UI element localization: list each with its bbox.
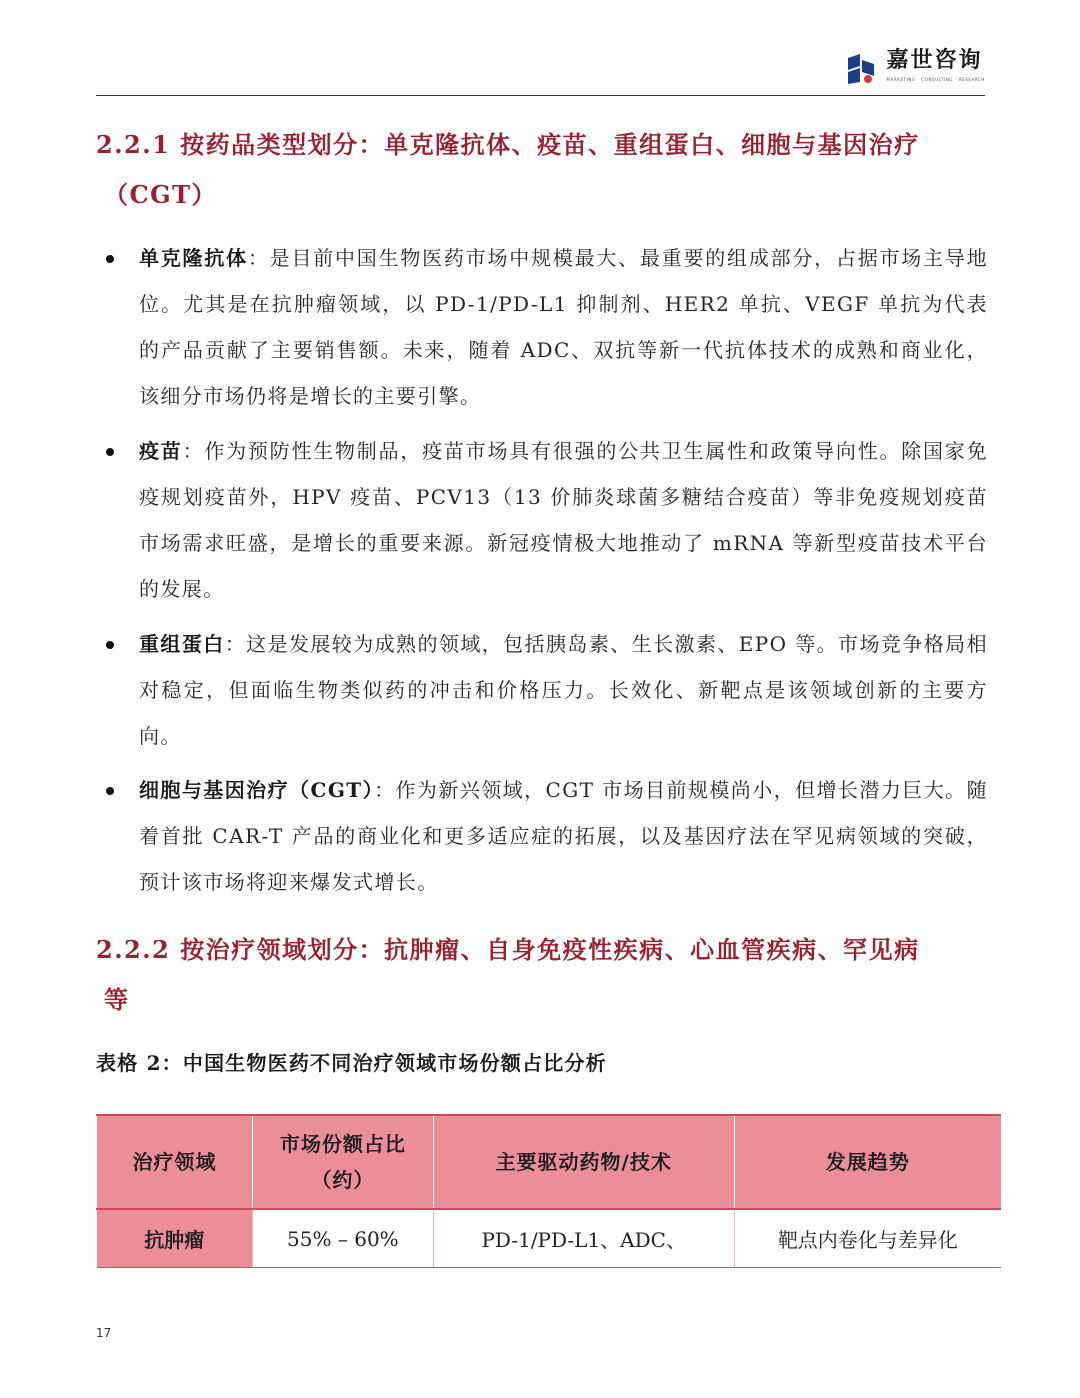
column-header-trend: 发展趋势 <box>734 1115 1001 1209</box>
logo-name: 嘉世咨询 <box>886 48 983 73</box>
table-caption: 表格 2：中国生物医药不同治疗领域市场份额占比分析 <box>96 1051 607 1075</box>
column-header-area: 治疗领域 <box>97 1115 253 1209</box>
column-header-share <box>252 1115 433 1209</box>
bullet-dot-icon <box>106 641 114 649</box>
bullet-text: ：作为预防性生物制品，疫苗市场具有很强的公共卫生属性和政策导向性。除国家免疫规划疫苗外，HPV 疫苗、PCV13（13 价肺炎球菌多糖结合疫苗）等非免疫规划疫苗市场需求旺盛，是增长的重要来源。新冠疫情极大地推动了 mRNA 等新型疫苗技术平台的发展。 <box>139 439 988 601</box>
bullet-item-recombinant-proteins <box>96 621 988 759</box>
cell-share: 55% – 60% <box>252 1209 433 1268</box>
bullet-item-monoclonal-antibodies <box>96 235 988 419</box>
page-number: 17 <box>96 1326 112 1340</box>
header-divider <box>96 95 985 96</box>
bullet-term: 单克隆抗体 <box>139 246 248 270</box>
column-header-share-line1: 市场份额占比 <box>279 1132 406 1156</box>
section-heading-2-2-1 <box>96 120 988 220</box>
bullet-text: ：作为新兴领域，CGT 市场目前规模尚小，但增长潜力巨大。随着首批 CAR-T 产品的商业化和更多适应症的拓展，以及基因疗法在罕见病领域的突破，预计该市场将迎来爆发式增长。 <box>139 778 988 894</box>
cell-drivers: PD-1/PD-L1、ADC、 <box>433 1209 734 1268</box>
market-share-table <box>96 1114 1001 1268</box>
section-heading-line2: （CGT） <box>104 180 217 209</box>
column-header-drivers: 主要驱动药物/技术 <box>433 1115 734 1209</box>
bullet-text: ：这是发展较为成熟的领域，包括胰岛素、生长激素、EPO 等。市场竞争格局相对稳定，但面临生物类似药的冲击和价格压力。长效化、新靶点是该领域创新的主要方向。 <box>139 632 988 748</box>
table-header-row <box>97 1115 1002 1209</box>
section-heading-2-2-2 <box>96 925 988 1025</box>
section-heading-line2: 等 <box>104 985 130 1014</box>
table-row <box>97 1209 1002 1268</box>
section-heading-line1: 2.2.1 按药品类型划分：单克隆抗体、疫苗、重组蛋白、细胞与基因治疗 <box>96 130 920 159</box>
company-logo <box>844 48 985 86</box>
bullet-item-vaccines <box>96 428 988 612</box>
section-heading-line1: 2.2.2 按治疗领域划分：抗肿瘤、自身免疫性疾病、心血管疾病、罕见病 <box>96 935 920 964</box>
bullet-dot-icon <box>106 448 114 456</box>
bullet-text: ：是目前中国生物医药市场中规模最大、最重要的组成部分，占据市场主导地位。尤其是在抗肿瘤领域，以 PD-1/PD-L1 抑制剂、HER2 单抗、VEGF 单抗为代表的产品贡献了主要销售额。未来，随着 ADC、双抗等新一代抗体技术的成熟和商业化，该细分市场仍将是增长的主要引擎。 <box>139 246 989 408</box>
logo-mark-icon <box>844 52 878 86</box>
page-header <box>96 40 985 96</box>
bullet-term: 细胞与基因治疗（CGT） <box>139 778 375 802</box>
bullet-item-cell-gene-therapy <box>96 767 988 905</box>
cell-trend: 靶点内卷化与差异化 <box>734 1209 1001 1268</box>
bullet-term: 重组蛋白 <box>139 632 225 656</box>
logo-tagline: MARKETING · CONSULTING · RESEARCH <box>886 77 985 82</box>
cell-area: 抗肿瘤 <box>97 1209 253 1268</box>
column-header-share-line2: （约） <box>311 1168 375 1192</box>
bullet-dot-icon <box>106 787 114 795</box>
bullet-dot-icon <box>106 255 114 263</box>
bullet-term: 疫苗 <box>139 439 183 463</box>
